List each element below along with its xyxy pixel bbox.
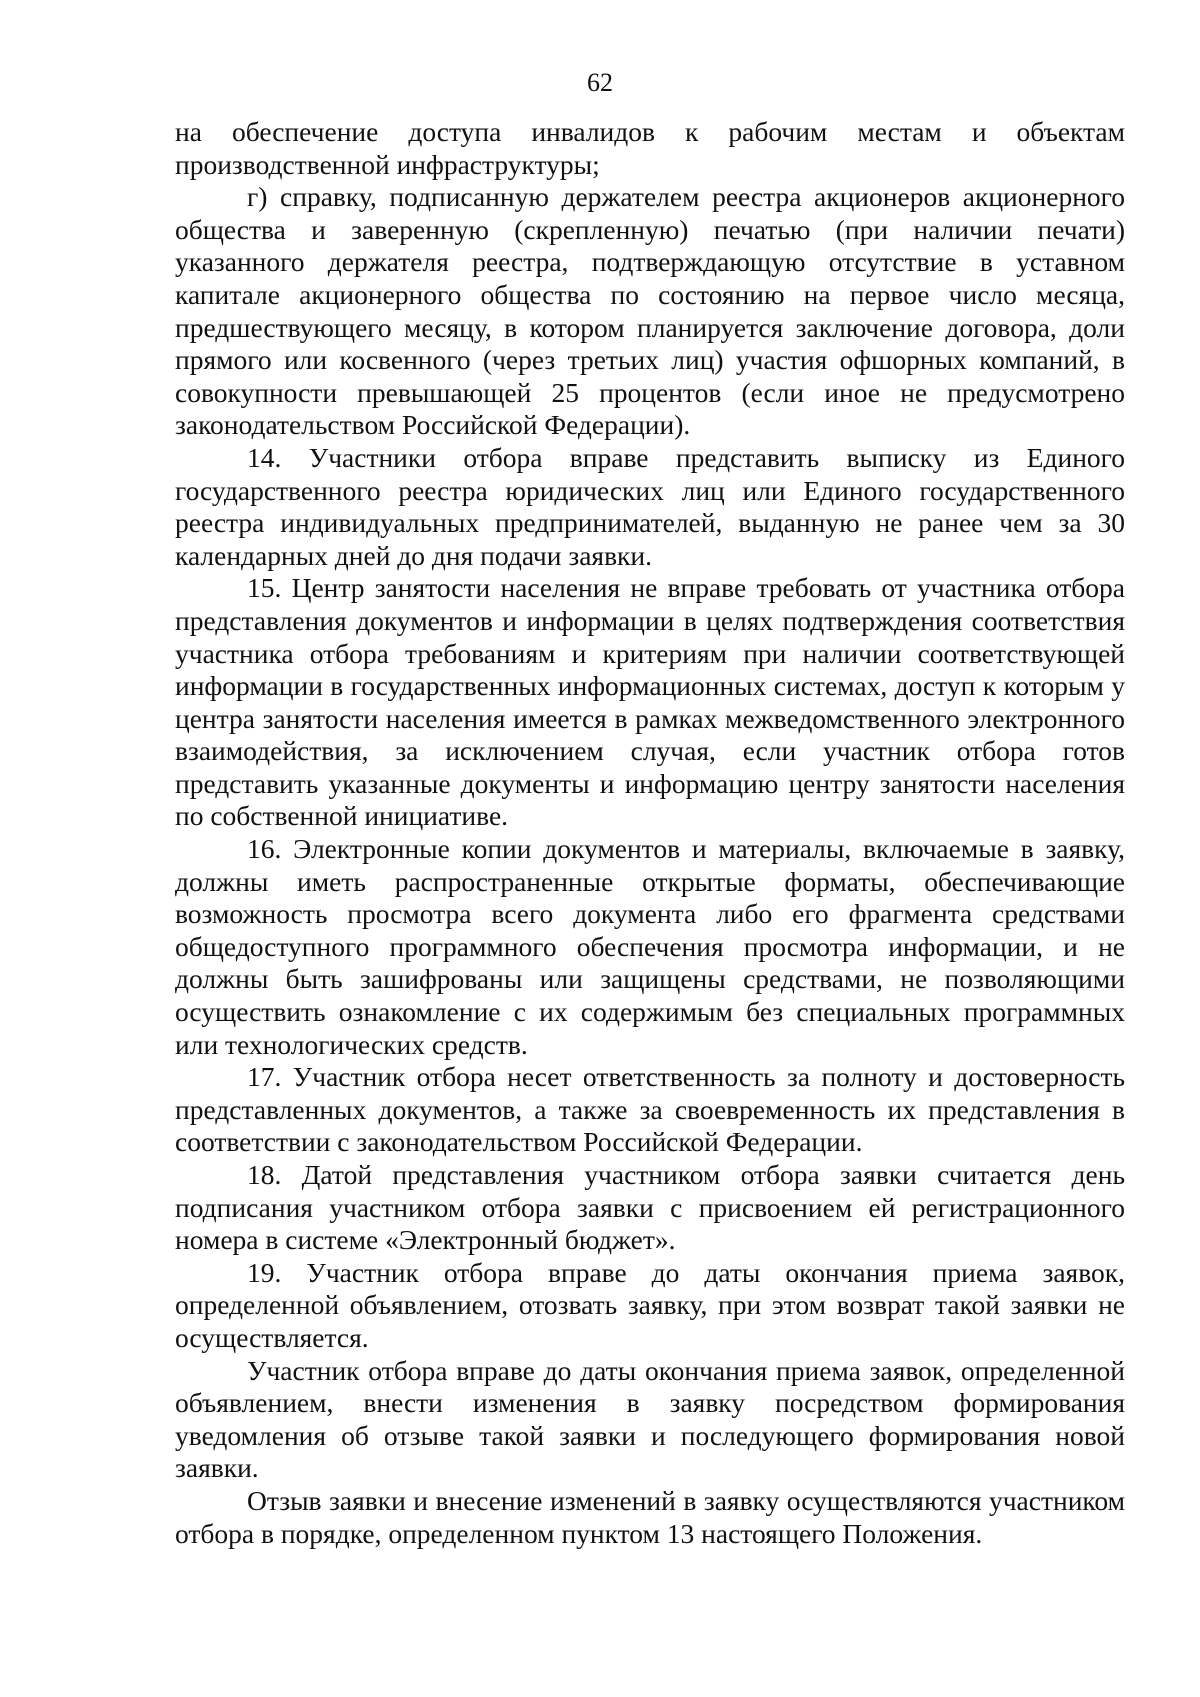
page-number: 62	[587, 68, 613, 97]
paragraph-19-part-2: Участник отбора вправе до даты окончания приема заявок, определенной объявлением, внести изменения в заявку посредством формирования уведомления об отзыве такой заявки и последующего формирования новой заявки.	[175, 1354, 1125, 1484]
paragraph-14: 14. Участники отбора вправе представить выписку из Единого государственного реестра юридических лиц или Единого государственного реестра индивидуальных предпринимателей, выданную не ранее чем за 30 календарных дней до дня подачи заявки.	[175, 441, 1125, 571]
paragraph-15: 15. Центр занятости населения не вправе требовать от участника отбора представления документов и информации в целях подтверждения соответствия участника отбора требованиям и критериям при наличии соответствующей информации в государственных информационных системах, доступ к которым у центра занятости населения имеется в рамках межведомственного электронного взаимодействия, за исключением случая, если участник отбора готов представить указанные документы и информацию центру занятости населения по собственной инициативе.	[175, 572, 1125, 832]
paragraph-19-part-3: Отзыв заявки и внесение изменений в заявку осуществляются участником отбора в порядке, определенном пунктом 13 настоящего Положения.	[175, 1484, 1125, 1549]
paragraph-18: 18. Датой представления участником отбора заявки считается день подписания участником отбора заявки с присвоением ей регистрационного номера в системе «Электронный бюджет».	[175, 1159, 1125, 1256]
paragraph-19: 19. Участник отбора вправе до даты окончания приема заявок, определенной объявлением, отозвать заявку, при этом возврат такой заявки не осуществляется.	[175, 1256, 1125, 1353]
document-body	[175, 116, 1125, 1550]
paragraph-17: 17. Участник отбора несет ответственность за полноту и достоверность представленных документов, а также за своевременность их представления в соответствии с законодательством Российской Федерации.	[175, 1061, 1125, 1158]
paragraph-item-g: г) справку, подписанную держателем реестра акционеров акционерного общества и заверенную (скрепленную) печатью (при наличии печати) указанного держателя реестра, подтверждающую отсутствие в уставном капитале акционерного общества по состоянию на первое число месяца, предшествующего месяцу, в котором планируется заключение договора, доли прямого или косвенного (через третьих лиц) участия офшорных компаний, в совокупности превышающей 25 процентов (если иное не предусмотрено законодательством Российской Федерации).	[175, 181, 1125, 441]
paragraph-continuation: на обеспечение доступа инвалидов к рабочим местам и объектам производственной инфраструктуры;	[175, 116, 1125, 180]
paragraph-16: 16. Электронные копии документов и материалы, включаемые в заявку, должны иметь распространенные открытые форматы, обеспечивающие возможность просмотра всего документа либо его фрагмента средствами общедоступного программного обеспечения просмотра информации, и не должны быть зашифрованы или защищены средствами, не позволяющими осуществить ознакомление с их содержимым без специальных программных или технологических средств.	[175, 833, 1125, 1060]
